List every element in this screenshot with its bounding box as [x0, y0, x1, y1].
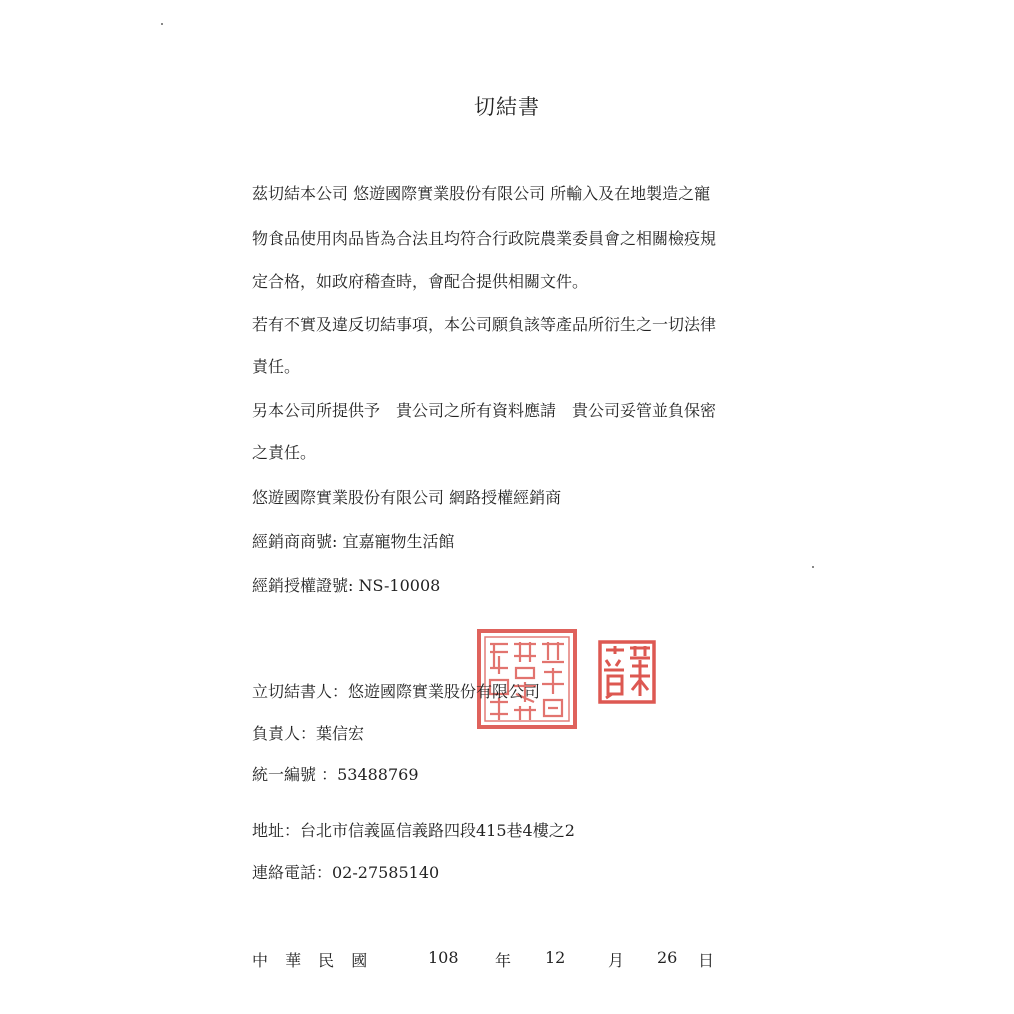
paragraph-line: 物食品使用肉品皆為合法且均符合行政院農業委員會之相關檢疫規	[252, 229, 717, 248]
document-title: 切結書	[474, 95, 540, 119]
paragraph-line: 定合格，如政府稽查時，會配合提供相關文件。	[252, 272, 589, 291]
paragraph-line: 責任。	[252, 357, 301, 376]
date-era: 中 華 民 國	[252, 951, 374, 970]
paragraph-line: 茲切結本公司 悠遊國際實業股份有限公司 所輸入及在地製造之寵	[252, 184, 711, 203]
distributor-name-line: 經銷商商號: 宜嘉寵物生活館	[252, 532, 455, 551]
address-line: 地址：台北市信義區信義路四段415巷4樓之2	[252, 821, 575, 840]
date-day-unit: 日	[698, 951, 715, 970]
paragraph-line: 若有不實及違反切結事項，本公司願負該等產品所衍生之一切法律	[252, 315, 717, 334]
signatory-person-line: 負責人：葉信宏	[252, 724, 365, 743]
date-month: 12	[545, 948, 566, 967]
scan-speck	[812, 566, 814, 568]
date-year-unit: 年	[495, 951, 512, 970]
tax-id-line: 統一編號 ：53488769	[252, 765, 419, 784]
date-day: 26	[657, 948, 678, 967]
date-month-unit: 月	[608, 951, 625, 970]
signatory-company-line: 立切結書人：悠遊國際實業股份有限公司	[252, 682, 541, 701]
date-year: 108	[428, 948, 459, 967]
phone-line: 連絡電話：02-27585140	[252, 863, 440, 882]
license-number-line: 經銷授權證號: NS-10008	[252, 576, 441, 595]
paragraph-line: 另本公司所提供予 貴公司之所有資料應請 貴公司妥管並負保密	[252, 401, 717, 420]
paragraph-line: 之責任。	[252, 443, 317, 462]
scan-speck	[161, 23, 163, 25]
representative-seal-stamp	[598, 640, 656, 704]
distributor-line: 悠遊國際實業股份有限公司 網路授權經銷商	[252, 488, 562, 507]
